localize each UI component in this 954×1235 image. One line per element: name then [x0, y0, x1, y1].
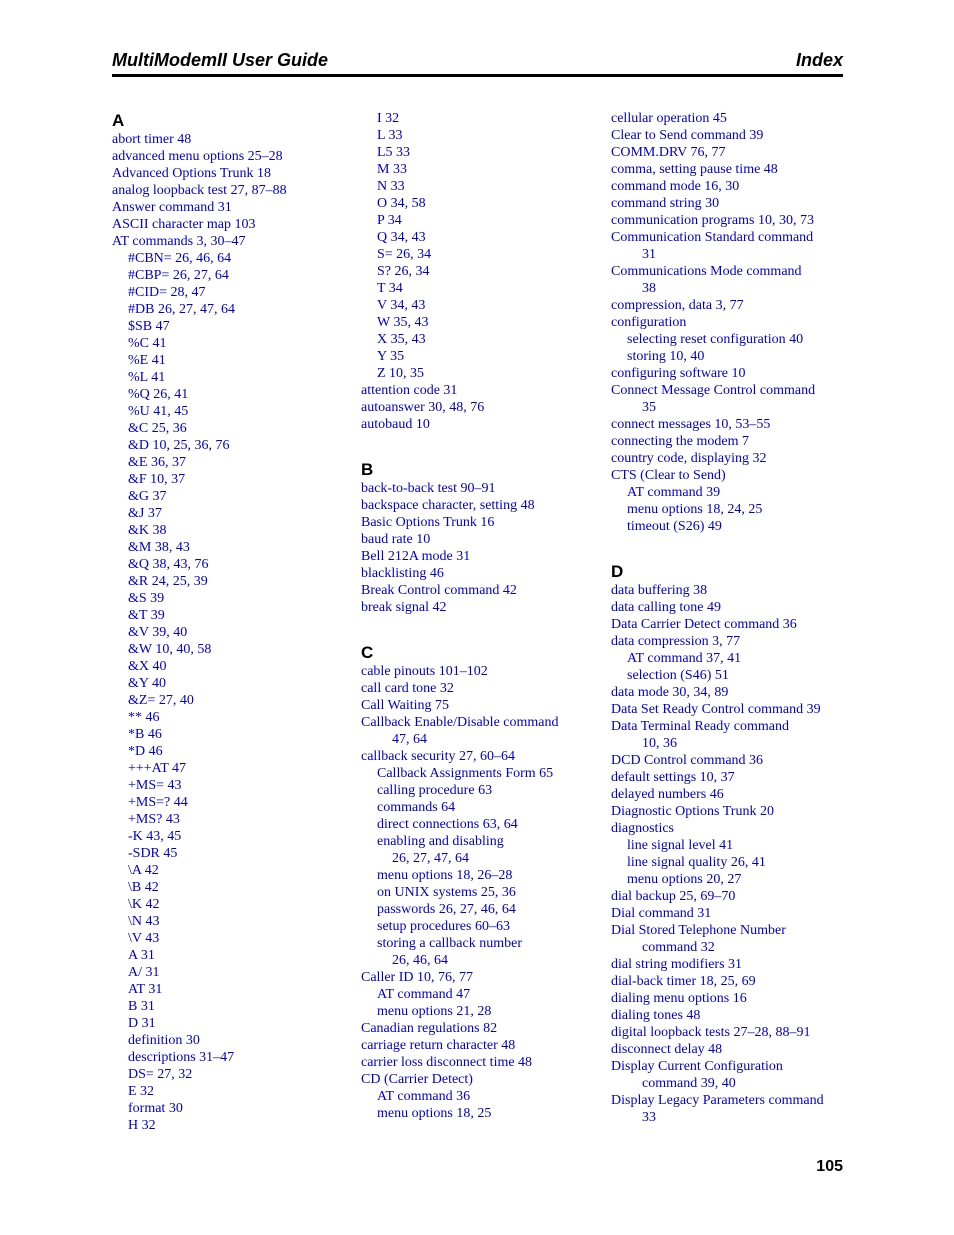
index-subentry[interactable]: AT 31 [128, 982, 163, 997]
index-subentry[interactable]: commands 64 [377, 800, 456, 815]
index-entry[interactable]: Advanced Options Trunk 18 [112, 166, 272, 181]
index-entry[interactable]: data calling tone 49 [611, 600, 722, 615]
index-entry[interactable]: Communication Standard command [611, 230, 814, 245]
index-subentry[interactable]: D 31 [128, 1016, 156, 1031]
index-subentry[interactable]: %C 41 [128, 336, 167, 351]
index-entry[interactable]: Dial command 31 [611, 906, 712, 921]
index-entry[interactable]: configuration [611, 315, 687, 330]
index-subentry[interactable]: N 33 [377, 179, 405, 194]
index-entry[interactable]: carrier loss disconnect time 48 [361, 1055, 533, 1070]
index-subentry[interactable]: #CBN= 26, 46, 64 [128, 251, 232, 266]
index-entry[interactable]: blacklisting 46 [361, 566, 444, 581]
index-entry[interactable]: Diagnostic Options Trunk 20 [611, 804, 774, 819]
index-subentry[interactable]: $SB 47 [128, 319, 170, 334]
index-subentry[interactable]: T 34 [377, 281, 403, 296]
index-entry[interactable]: Bell 212A mode 31 [361, 549, 471, 564]
index-subentry[interactable]: &D 10, 25, 36, 76 [128, 438, 230, 453]
index-subentry[interactable]: &E 36, 37 [128, 455, 186, 470]
index-subentry[interactable]: Y 35 [377, 349, 405, 364]
index-entry[interactable]: Data Carrier Detect command 36 [611, 617, 797, 632]
index-entry[interactable]: cellular operation 45 [611, 111, 727, 126]
index-subentry[interactable]: line signal level 41 [627, 838, 734, 853]
index-entry[interactable]: data buffering 38 [611, 583, 708, 598]
index-entry[interactable]: COMM.DRV 76, 77 [611, 145, 726, 160]
index-subentry[interactable]: S= 26, 34 [377, 247, 432, 262]
page-header [112, 48, 843, 74]
index-subentry[interactable]: passwords 26, 27, 46, 64 [377, 902, 516, 917]
index-subentry[interactable]: storing 10, 40 [627, 349, 705, 364]
index-subentry[interactable]: L5 33 [377, 145, 411, 160]
index-subentry[interactable]: P 34 [377, 213, 402, 228]
index-subentry[interactable]: direct connections 63, 64 [377, 817, 518, 832]
index-subentry[interactable]: &C 25, 36 [128, 421, 187, 436]
index-entry[interactable]: Callback Enable/Disable command [361, 715, 559, 730]
index-subentry[interactable]: &G 37 [128, 489, 167, 504]
section-title: Index [795, 50, 843, 70]
index-subentry[interactable]: menu options 18, 25 [377, 1106, 492, 1121]
index-continuation[interactable]: 47, 64 [392, 732, 427, 747]
index-entry[interactable]: Communications Mode command [611, 264, 802, 279]
index-subentry[interactable]: DS= 27, 32 [128, 1067, 193, 1082]
index-subentry[interactable]: enabling and disabling [377, 834, 504, 849]
index-entry[interactable]: autoanswer 30, 48, 76 [361, 400, 485, 415]
index-subentry[interactable]: descriptions 31–47 [128, 1050, 235, 1065]
index-entry[interactable]: Break Control command 42 [361, 583, 517, 598]
index-subentry[interactable]: selection (S46) 51 [627, 668, 729, 683]
index-entry[interactable]: Basic Options Trunk 16 [361, 515, 495, 530]
index-section-letter: D [611, 562, 624, 581]
index-entry[interactable]: advanced menu options 25–28 [112, 149, 283, 164]
index-subentry[interactable]: &X 40 [128, 659, 167, 674]
index-entry[interactable]: disconnect delay 48 [611, 1042, 723, 1057]
index-subentry[interactable]: format 30 [128, 1101, 183, 1116]
index-subentry[interactable]: AT command 47 [377, 987, 471, 1002]
index-continuation[interactable]: 26, 27, 47, 64 [392, 851, 469, 866]
index-subentry[interactable]: menu options 18, 26–28 [377, 868, 513, 883]
index-section-letter: C [361, 643, 374, 662]
index-entry[interactable]: Display Current Configuration [611, 1059, 783, 1074]
index-entry[interactable]: back-to-back test 90–91 [361, 481, 496, 496]
index-column-3 [611, 110, 843, 1126]
index-continuation[interactable]: 26, 46, 64 [392, 953, 448, 968]
index-subentry[interactable]: &Q 38, 43, 76 [128, 557, 209, 572]
section-gap [611, 535, 843, 561]
index-entry[interactable]: Connect Message Control command [611, 383, 816, 398]
index-entry[interactable]: dialing tones 48 [611, 1008, 701, 1023]
index-subentry[interactable]: timeout (S26) 49 [627, 519, 722, 534]
index-subentry[interactable]: menu options 18, 24, 25 [627, 502, 763, 517]
index-subentry[interactable]: Callback Assignments Form 65 [377, 766, 554, 781]
index-entry[interactable]: digital loopback tests 27–28, 88–91 [611, 1025, 811, 1040]
index-subentry[interactable]: \A 42 [128, 863, 159, 878]
index-entry[interactable]: Canadian regulations 82 [361, 1021, 498, 1036]
index-entry[interactable]: dialing menu options 16 [611, 991, 747, 1006]
index-subentry[interactable]: line signal quality 26, 41 [627, 855, 766, 870]
index-entry[interactable]: default settings 10, 37 [611, 770, 735, 785]
index-entry[interactable]: dial-back timer 18, 25, 69 [611, 974, 756, 989]
section-gap [361, 433, 601, 459]
index-subentry[interactable]: H 32 [128, 1118, 156, 1133]
index-subentry[interactable]: menu options 21, 28 [377, 1004, 492, 1019]
index-subentry[interactable]: +MS=? 44 [128, 795, 188, 810]
index-column-1 [112, 110, 352, 1134]
index-subentry[interactable]: &T 39 [128, 608, 165, 623]
document-title: MultiModemII User Guide [112, 50, 329, 70]
index-subentry[interactable]: #CBP= 26, 27, 64 [128, 268, 229, 283]
index-column-2 [361, 110, 601, 1122]
index-subentry[interactable]: -K 43, 45 [128, 829, 182, 844]
page-number: 105 [816, 1158, 843, 1175]
index-entry[interactable]: CTS (Clear to Send) [611, 468, 726, 483]
index-entry[interactable]: comma, setting pause time 48 [611, 162, 778, 177]
index-entry[interactable]: break signal 42 [361, 600, 447, 615]
index-entry[interactable]: Call Waiting 75 [361, 698, 450, 713]
index-subentry[interactable]: AT command 39 [627, 485, 721, 500]
index-subentry[interactable]: #CID= 28, 47 [128, 285, 206, 300]
index-subentry[interactable]: S? 26, 34 [377, 264, 430, 279]
index-subentry[interactable]: *D 46 [128, 744, 163, 759]
index-subentry[interactable]: X 35, 43 [377, 332, 426, 347]
index-entry[interactable]: dial string modifiers 31 [611, 957, 743, 972]
index-entry[interactable]: communication programs 10, 30, 73 [611, 213, 814, 228]
index-entry[interactable]: attention code 31 [361, 383, 458, 398]
index-entry[interactable]: ASCII character map 103 [112, 217, 256, 232]
index-subentry[interactable]: -SDR 45 [128, 846, 178, 861]
index-subentry[interactable]: &R 24, 25, 39 [128, 574, 208, 589]
index-continuation[interactable]: 10, 36 [642, 736, 677, 751]
index-entry[interactable]: data mode 30, 34, 89 [611, 685, 729, 700]
index-entry[interactable]: dial backup 25, 69–70 [611, 889, 736, 904]
index-entry[interactable]: country code, displaying 32 [611, 451, 767, 466]
index-subentry[interactable]: selecting reset configuration 40 [627, 332, 804, 347]
index-subentry[interactable]: A/ 31 [128, 965, 160, 980]
index-subentry[interactable]: &J 37 [128, 506, 162, 521]
index-subentry[interactable]: &K 38 [128, 523, 167, 538]
index-subentry[interactable]: \B 42 [128, 880, 159, 895]
index-subentry[interactable]: AT command 37, 41 [627, 651, 742, 666]
header-rule [112, 74, 843, 77]
index-entry[interactable]: command string 30 [611, 196, 720, 211]
index-subentry[interactable]: &Z= 27, 40 [128, 693, 194, 708]
index-subentry[interactable]: storing a callback number [377, 936, 523, 951]
index-entry[interactable]: Data Terminal Ready command [611, 719, 789, 734]
index-subentry[interactable]: setup procedures 60–63 [377, 919, 510, 934]
index-entry[interactable]: autobaud 10 [361, 417, 430, 432]
index-entry[interactable]: AT commands 3, 30–47 [112, 234, 246, 249]
index-subentry[interactable]: &F 10, 37 [128, 472, 186, 487]
index-entry[interactable]: compression, data 3, 77 [611, 298, 744, 313]
index-entry[interactable]: Display Legacy Parameters command [611, 1093, 824, 1108]
index-subentry[interactable]: +MS= 43 [128, 778, 182, 793]
index-continuation[interactable]: command 32 [642, 940, 715, 955]
index-entry[interactable]: call card tone 32 [361, 681, 454, 696]
index-entry[interactable]: Clear to Send command 39 [611, 128, 764, 143]
index-continuation[interactable]: command 39, 40 [642, 1076, 736, 1091]
index-entry[interactable]: CD (Carrier Detect) [361, 1072, 473, 1087]
index-subentry[interactable]: \K 42 [128, 897, 160, 912]
index-subentry[interactable]: W 35, 43 [377, 315, 429, 330]
index-subentry[interactable]: &Y 40 [128, 676, 166, 691]
index-subentry[interactable]: %L 41 [128, 370, 166, 385]
index-subentry[interactable]: M 33 [377, 162, 407, 177]
index-entry[interactable]: connecting the modem 7 [611, 434, 750, 449]
index-continuation[interactable]: 35 [642, 400, 656, 415]
index-subentry[interactable]: *B 46 [128, 727, 162, 742]
index-subentry[interactable]: Z 10, 35 [377, 366, 425, 381]
index-subentry[interactable]: AT command 36 [377, 1089, 471, 1104]
index-subentry[interactable]: \V 43 [128, 931, 160, 946]
index-subentry[interactable]: A 31 [128, 948, 155, 963]
index-subentry[interactable]: O 34, 58 [377, 196, 426, 211]
index-entry[interactable]: Caller ID 10, 76, 77 [361, 970, 473, 985]
index-entry[interactable]: cable pinouts 101–102 [361, 664, 488, 679]
index-continuation[interactable]: 33 [642, 1110, 656, 1125]
index-subentry[interactable]: B 31 [128, 999, 155, 1014]
index-continuation[interactable]: 38 [642, 281, 656, 296]
index-entry[interactable]: backspace character, setting 48 [361, 498, 535, 513]
index-subentry[interactable]: &M 38, 43 [128, 540, 190, 555]
index-section-letter: A [112, 111, 125, 130]
index-entry[interactable]: configuring software 10 [611, 366, 746, 381]
index-entry[interactable]: data compression 3, 77 [611, 634, 741, 649]
index-entry[interactable]: command mode 16, 30 [611, 179, 740, 194]
index-entry[interactable]: diagnostics [611, 821, 674, 836]
index-entry[interactable]: connect messages 10, 53–55 [611, 417, 771, 432]
index-entry[interactable]: delayed numbers 46 [611, 787, 724, 802]
index-subentry[interactable]: +MS? 43 [128, 812, 180, 827]
index-subentry[interactable]: &W 10, 40, 58 [128, 642, 212, 657]
index-continuation[interactable]: 31 [642, 247, 656, 262]
index-subentry[interactable]: calling procedure 63 [377, 783, 493, 798]
index-subentry[interactable]: #DB 26, 27, 47, 64 [128, 302, 235, 317]
index-subentry[interactable]: ** 46 [128, 710, 160, 725]
index-entry[interactable]: Answer command 31 [112, 200, 232, 215]
index-subentry[interactable]: %Q 26, 41 [128, 387, 189, 402]
index-subentry[interactable]: on UNIX systems 25, 36 [377, 885, 516, 900]
index-subentry[interactable]: Q 34, 43 [377, 230, 426, 245]
index-subentry[interactable]: +++AT 47 [128, 761, 187, 776]
index-entry[interactable]: abort timer 48 [112, 132, 192, 147]
index-subentry[interactable]: &V 39, 40 [128, 625, 188, 640]
index-section-letter: B [361, 460, 374, 479]
index-subentry[interactable]: V 34, 43 [377, 298, 426, 313]
index-entry[interactable]: baud rate 10 [361, 532, 431, 547]
index-subentry[interactable]: menu options 20, 27 [627, 872, 742, 887]
index-subentry[interactable]: I 32 [377, 111, 400, 126]
index-entry[interactable]: Data Set Ready Control command 39 [611, 702, 821, 717]
index-subentry[interactable]: %E 41 [128, 353, 166, 368]
index-subentry[interactable]: %U 41, 45 [128, 404, 189, 419]
index-subentry[interactable]: E 32 [128, 1084, 155, 1099]
index-entry[interactable]: carriage return character 48 [361, 1038, 516, 1053]
index-subentry[interactable]: definition 30 [128, 1033, 200, 1048]
index-entry[interactable]: DCD Control command 36 [611, 753, 764, 768]
index-subentry[interactable]: &S 39 [128, 591, 165, 606]
index-subentry[interactable]: L 33 [377, 128, 403, 143]
index-entry[interactable]: Dial Stored Telephone Number [611, 923, 786, 938]
index-entry[interactable]: callback security 27, 60–64 [361, 749, 515, 764]
index-entry[interactable]: analog loopback test 27, 87–88 [112, 183, 287, 198]
section-gap [361, 616, 601, 642]
index-subentry[interactable]: \N 43 [128, 914, 160, 929]
